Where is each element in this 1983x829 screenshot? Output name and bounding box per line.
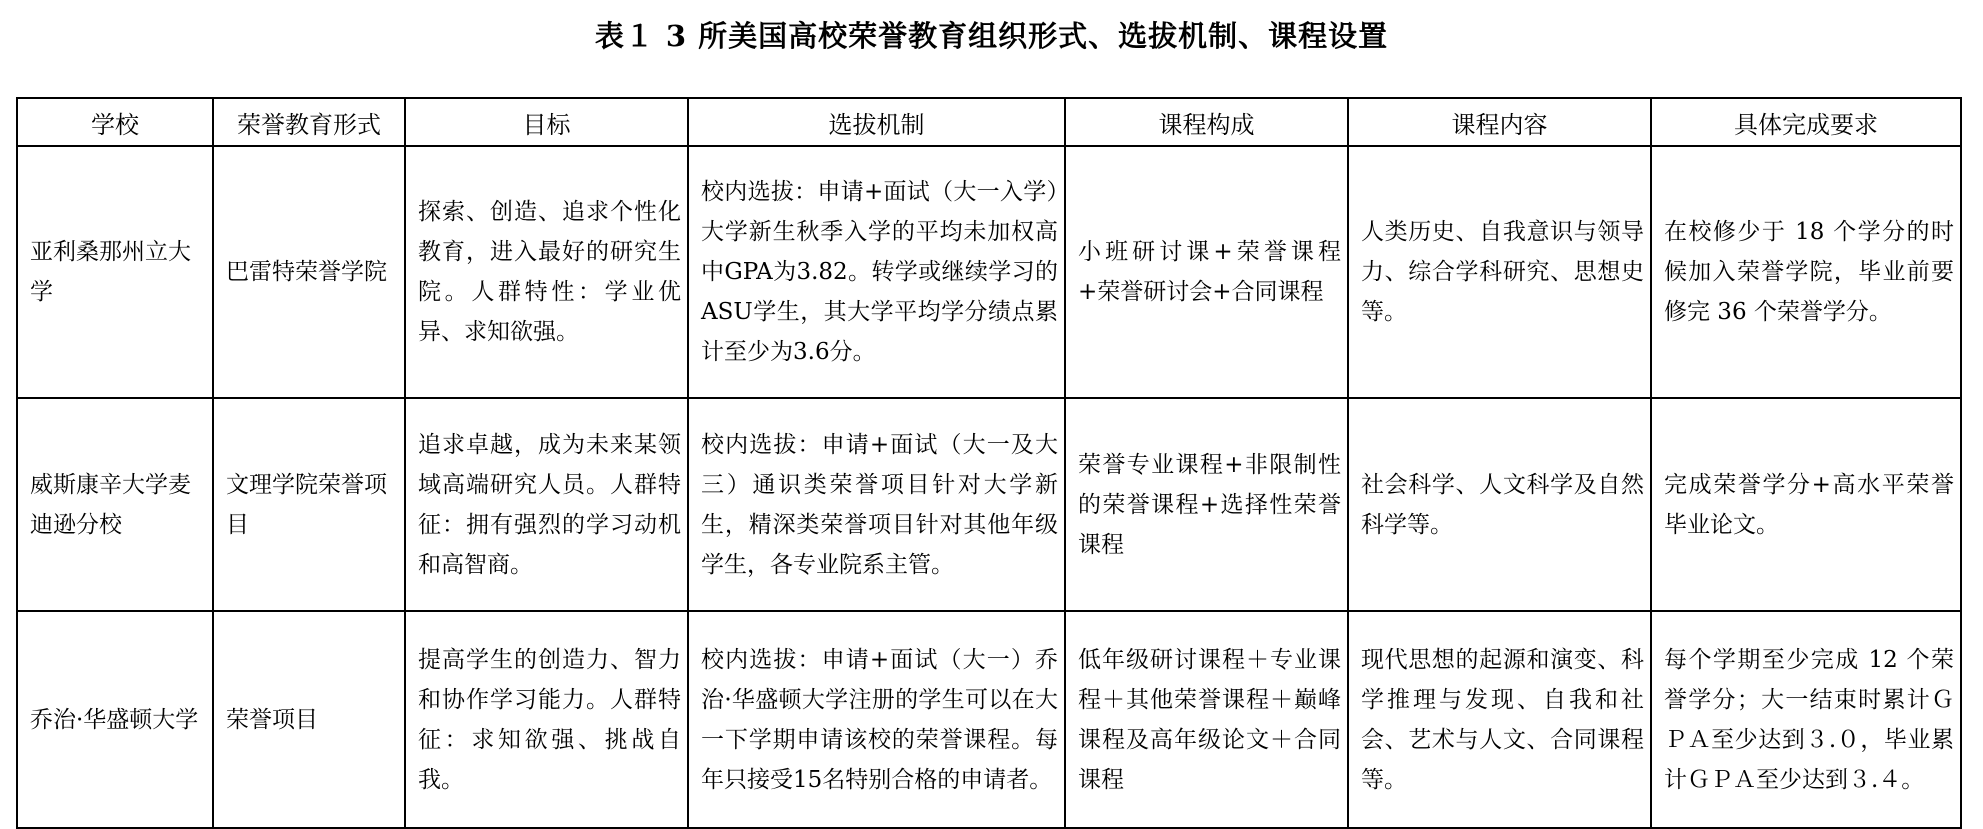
cell-composition: 小班研讨课+荣誉课程+荣誉研讨会+合同课程	[1065, 146, 1348, 398]
table-row	[17, 146, 1961, 398]
cell-requirement: 完成荣誉学分+高水平荣誉毕业论文。	[1651, 398, 1961, 611]
table-row	[17, 398, 1961, 611]
cell-requirement: 在校修少于 18 个学分的时候加入荣誉学院，毕业前要修完 36 个荣誉学分。	[1651, 146, 1961, 398]
cell-selection: 校内选拔：申请+面试（大一）乔治·华盛顿大学注册的学生可以在大一下学期申请该校的荣誉课程。每年只接受15名特别合格的申请者。	[688, 611, 1065, 828]
honors-education-table	[16, 97, 1962, 829]
header-content: 课程内容	[1348, 98, 1651, 146]
table-row	[17, 611, 1961, 828]
cell-content: 社会科学、人文科学及自然科学等。	[1348, 398, 1651, 611]
cell-school: 乔治·华盛顿大学	[17, 611, 213, 828]
cell-form: 巴雷特荣誉学院	[213, 146, 405, 398]
cell-content: 现代思想的起源和演变、科学推理与发现、自我和社会、艺术与人文、合同课程等。	[1348, 611, 1651, 828]
cell-goal: 追求卓越，成为未来某领域高端研究人员。人群特征：拥有强烈的学习动机和高智商。	[405, 398, 688, 611]
cell-school: 亚利桑那州立大学	[17, 146, 213, 398]
cell-composition: 荣誉专业课程+非限制性的荣誉课程+选择性荣誉课程	[1065, 398, 1348, 611]
header-school: 学校	[17, 98, 213, 146]
header-goal: 目标	[405, 98, 688, 146]
cell-goal: 提高学生的创造力、智力和协作学习能力。人群特征：求知欲强、挑战自我。	[405, 611, 688, 828]
table-title: 表１ 3 所美国高校荣誉教育组织形式、选拔机制、课程设置	[594, 19, 1389, 53]
header-selection: 选拔机制	[688, 98, 1065, 146]
header-form: 荣誉教育形式	[213, 98, 405, 146]
cell-form: 荣誉项目	[213, 611, 405, 828]
cell-requirement: 每个学期至少完成 12 个荣誉学分；大一结束时累计ＧＰＡ至少达到３.０，毕业累计ＧＰＡ至少达到３.４。	[1651, 611, 1961, 828]
header-requirement: 具体完成要求	[1651, 98, 1961, 146]
cell-selection: 校内选拔：申请+面试（大一入学）大学新生秋季入学的平均未加权高中GPA为3.82。转学或继续学习的ASU学生，其大学平均学分绩点累计至少为3.6分。	[688, 146, 1065, 398]
header-composition: 课程构成	[1065, 98, 1348, 146]
cell-school: 威斯康辛大学麦迪逊分校	[17, 398, 213, 611]
cell-selection: 校内选拔：申请+面试（大一及大三）通识类荣誉项目针对大学新生，精深类荣誉项目针对其他年级学生，各专业院系主管。	[688, 398, 1065, 611]
cell-form: 文理学院荣誉项目	[213, 398, 405, 611]
header-row	[17, 98, 1961, 146]
cell-goal: 探索、创造、追求个性化教育，进入最好的研究生院。人群特性：学业优异、求知欲强。	[405, 146, 688, 398]
cell-content: 人类历史、自我意识与领导力、综合学科研究、思想史等。	[1348, 146, 1651, 398]
cell-composition: 低年级研讨课程＋专业课程＋其他荣誉课程＋巅峰课程及高年级论文＋合同课程	[1065, 611, 1348, 828]
